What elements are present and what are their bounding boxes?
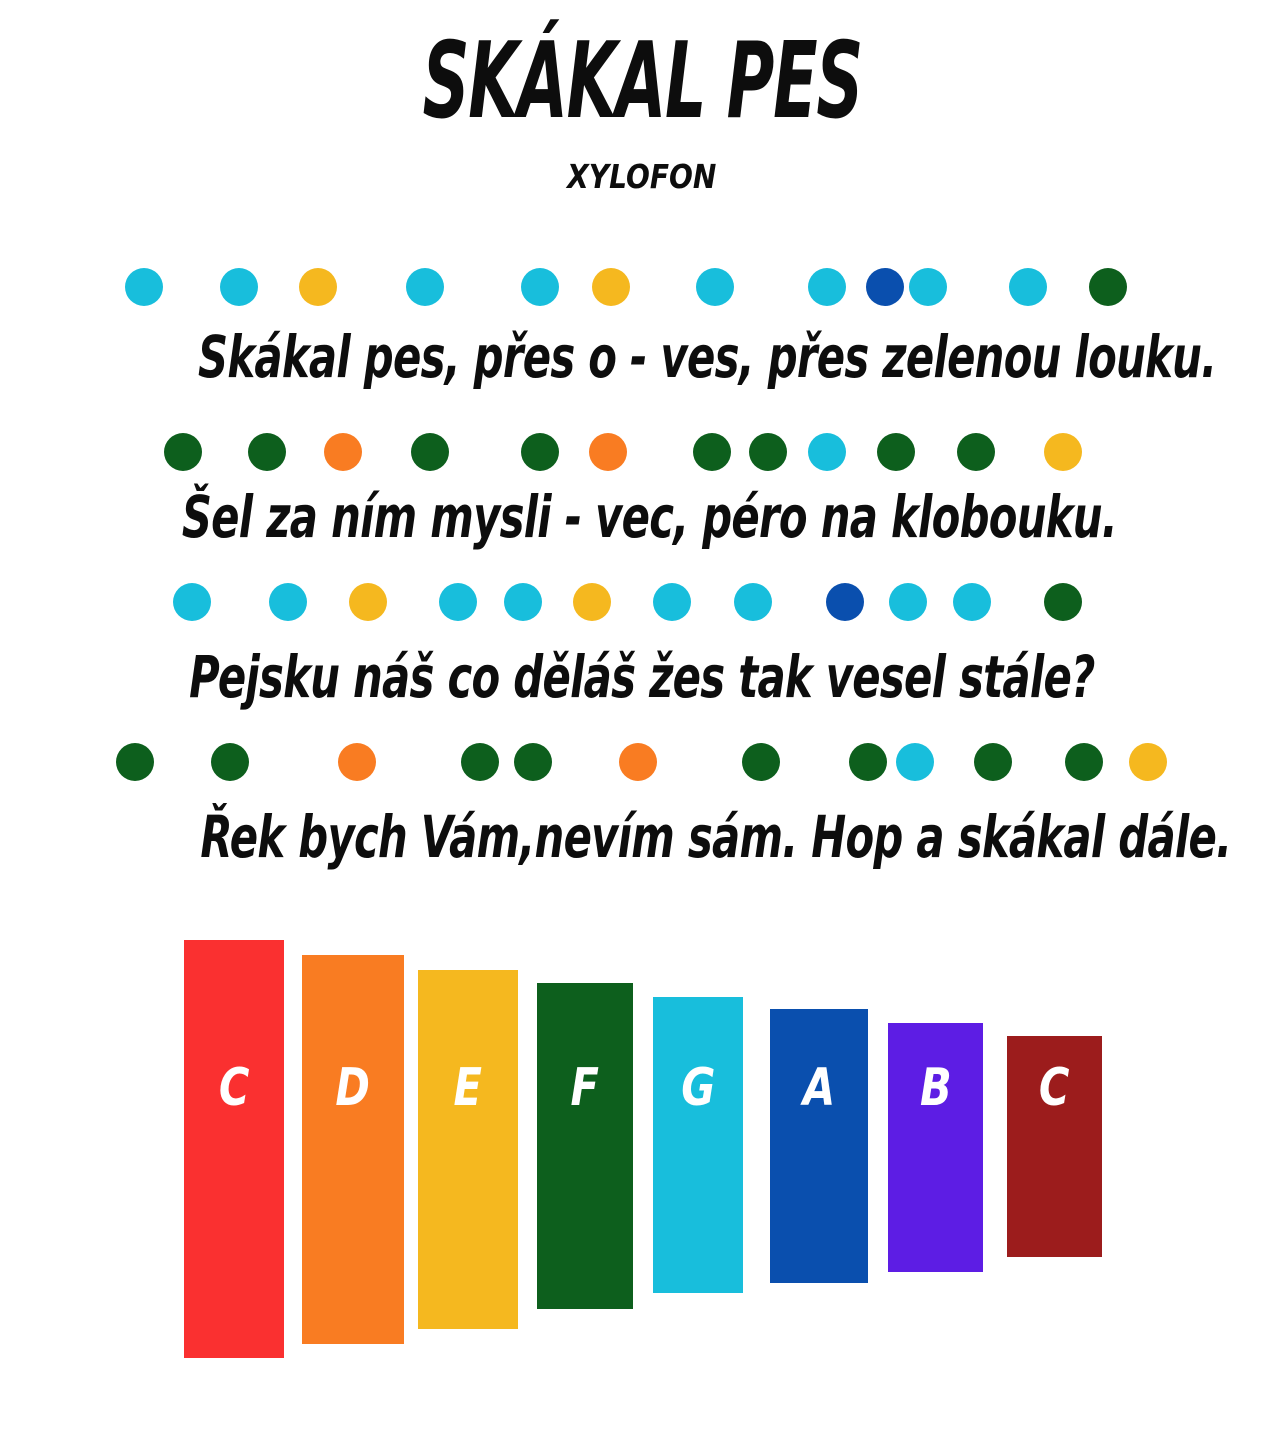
note-dot-g — [173, 583, 211, 621]
note-dot-g — [889, 583, 927, 621]
note-dot-g — [269, 583, 307, 621]
note-dot-f — [411, 433, 449, 471]
xylophone-bar-d — [302, 955, 404, 1344]
note-dot-e — [1044, 433, 1082, 471]
note-dot-f — [974, 743, 1012, 781]
note-dot-f — [164, 433, 202, 471]
note-dot-g — [439, 583, 477, 621]
note-dot-g — [406, 268, 444, 306]
bar-label: B — [919, 1058, 952, 1118]
note-dot-f — [521, 433, 559, 471]
note-dot-f — [116, 743, 154, 781]
note-dot-g — [1009, 268, 1047, 306]
note-dot-f — [1089, 268, 1127, 306]
note-dot-f — [749, 433, 787, 471]
note-dot-g — [521, 268, 559, 306]
xylophone-bar-g — [653, 997, 743, 1293]
note-dot-g — [125, 268, 163, 306]
note-dot-e — [573, 583, 611, 621]
note-dot-e — [349, 583, 387, 621]
note-dot-f — [248, 433, 286, 471]
bar-label: E — [453, 1058, 483, 1118]
note-dot-f — [693, 433, 731, 471]
note-dot-g — [808, 268, 846, 306]
note-dot-a — [866, 268, 904, 306]
note-dot-e — [299, 268, 337, 306]
xylophone-bar-a — [770, 1009, 868, 1283]
note-dot-g — [696, 268, 734, 306]
note-dot-f — [849, 743, 887, 781]
lyric-line-2: Šel za ním mysli - vec, péro na klobouku. — [181, 483, 1117, 551]
bar-label: D — [335, 1058, 371, 1118]
note-dot-d — [324, 433, 362, 471]
note-dot-f — [1044, 583, 1082, 621]
note-dot-g — [504, 583, 542, 621]
xylophone-bar-b — [888, 1023, 983, 1272]
lyric-line-1: Skákal pes, přes o - ves, přes zelenou louku. — [197, 323, 1217, 391]
bar-label: C — [218, 1058, 250, 1118]
bar-label: G — [680, 1058, 716, 1118]
page-title: SKÁKAL PES — [422, 20, 862, 142]
note-dot-g — [909, 268, 947, 306]
note-dot-f — [1065, 743, 1103, 781]
note-dot-d — [619, 743, 657, 781]
lyric-line-3: Pejsku náš co děláš žes tak vesel stále? — [189, 643, 1095, 711]
note-dot-f — [877, 433, 915, 471]
note-dot-g — [653, 583, 691, 621]
note-dot-g — [953, 583, 991, 621]
note-dot-f — [461, 743, 499, 781]
note-dot-f — [211, 743, 249, 781]
note-dot-f — [742, 743, 780, 781]
xylophone-bar-c — [184, 940, 284, 1358]
note-dot-g — [220, 268, 258, 306]
note-dot-g — [734, 583, 772, 621]
note-dot-e — [1129, 743, 1167, 781]
note-dot-e — [592, 268, 630, 306]
note-dot-d — [589, 433, 627, 471]
note-dot-g — [808, 433, 846, 471]
note-dot-f — [957, 433, 995, 471]
note-dot-g — [896, 743, 934, 781]
bar-label: C — [1039, 1058, 1070, 1118]
note-dot-a — [826, 583, 864, 621]
lyric-line-4: Řek bych Vám,nevím sám. Hop a skákal dále. — [200, 803, 1232, 871]
bar-label: F — [570, 1058, 600, 1118]
page-subtitle: XYLOFON — [567, 157, 717, 196]
xylophone-bar-c2 — [1007, 1036, 1102, 1257]
note-dot-f — [514, 743, 552, 781]
bar-label: A — [802, 1058, 836, 1118]
xylophone-bar-e — [418, 970, 518, 1329]
xylophone-bar-f — [537, 983, 633, 1309]
note-dot-d — [338, 743, 376, 781]
